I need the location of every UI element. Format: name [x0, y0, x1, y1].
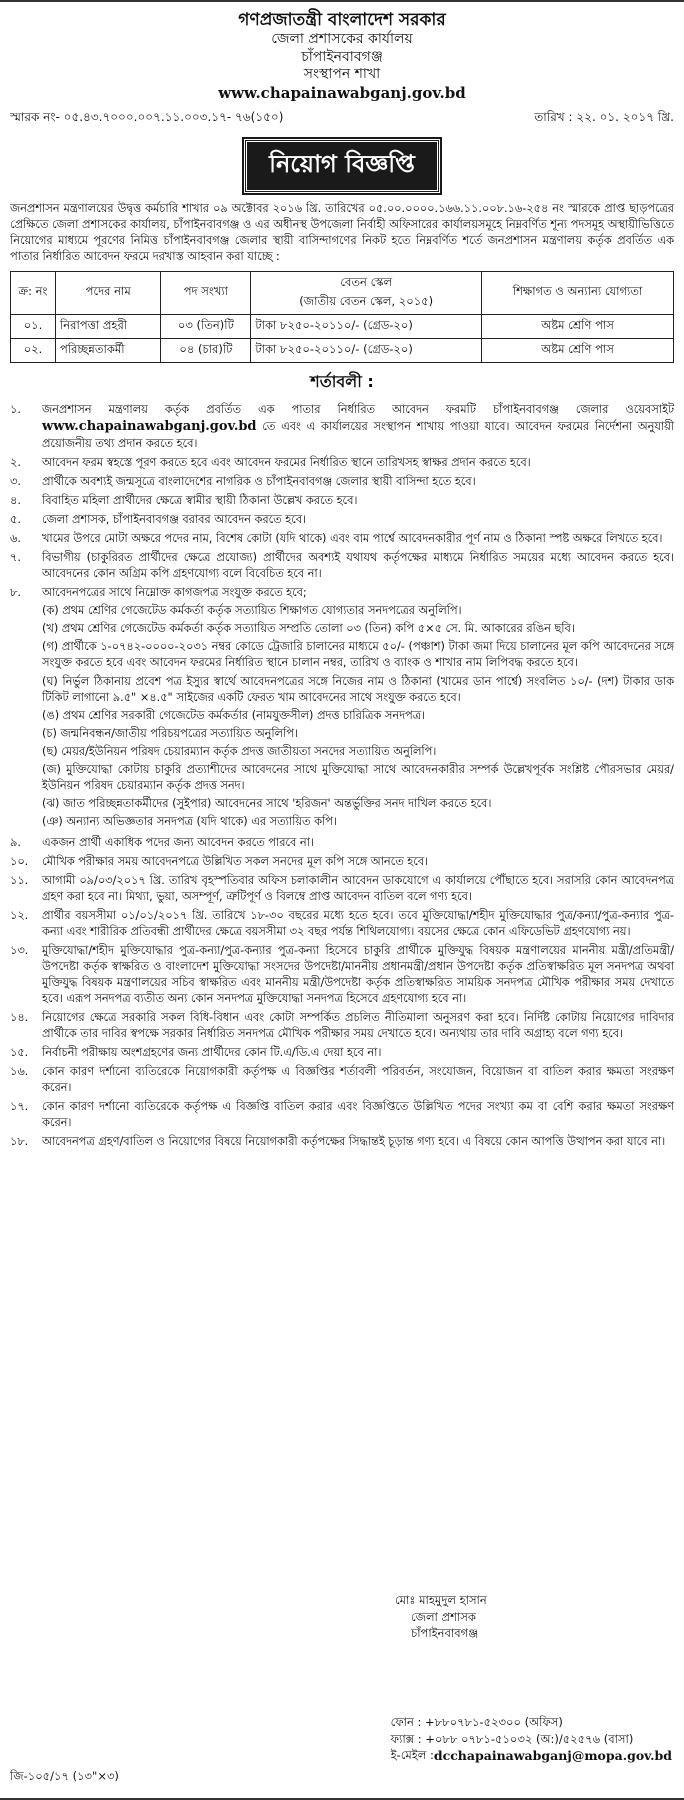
cell-post-count: ০৪ (চার)টি	[161, 338, 251, 362]
subclause: (গ) প্রার্থীকে ১-০৭৪২-০০০০-২০৩১ নম্বর কোডে ট্রেজারি চালানের মাধ্যমে ৫০/- (পঞ্চাশ) টাকা জমা দিয়ে চালানের মূল কপি আবেদনের সঙ্গে সংযুক্ত করতে হবে এবং আবেদন ফরমের নির্ধারিত স্থানে চালান নম্বর, তারিখ ও ব্যাংক ও শাখার নাম লিপিবদ্ধ করতে হবে।	[42, 640, 674, 670]
clause-text: আগামী ০৯/০৩/২০১৭ খ্রি. তারিখ বৃহস্পতিবার অফিস চলাকালীন আবেদন ডাকযোগে এ কার্যালয়ে পৌঁছাতে হবে। সরাসরি কোন আবেদনপত্র গ্রহণ করা হবে না। মিথ্যা, ভুয়া, অসম্পূর্ণ, ত্রুটিপূর্ণ ও বিলম্বে প্রাপ্ত আবেদন বাতিল বলে গণ্য হবে।	[42, 873, 674, 903]
clause-item	[10, 854, 674, 870]
table-header-row	[11, 271, 674, 314]
clause-text: কোন কারণ দর্শানো ব্যতিরেকে নিয়োগকারী কর্তৃপক্ষ এ বিজ্ঞপ্তির শর্তাবলী পরিবর্তন, সংযোজন, বিয়োজন বা বাতিল করার ক্ষমতা সংরক্ষণ করেন।	[42, 1065, 674, 1095]
intro-paragraph: জনপ্রশাসন মন্ত্রণালয়ের উদ্বৃত্ত কর্মচারি শাখার ০৯ অক্টোবর ২০১৬ খ্রি. তারিখের ০৫.০০.০০০০.১৬৬.১১.০০৮.১৬-২৫৪ নং স্মারকে প্রাপ্ত ছাড়পত্রের প্রেক্ষিতে জেলা প্রশাসকের কার্যালয়, চাঁপাইনবাবগঞ্জ ও এর অধীনস্থ উপজেলা নির্বাহী অফিসারের কার্যালয়সমূহে নিম্নবর্ণিত শূন্য পদসমূহ অস্থায়ীভিত্তিতে নিয়োগের মাধ্যমে পূরণের নিমিত্ত চাঁপাইনবাবগঞ্জ জেলার স্থায়ী বাসিন্দাগণের নিকট হতে নিম্নবর্ণিত শর্তে জনপ্রশাসন মন্ত্রণালয় কর্তৃক প্রবর্তিত এক পাতার নির্ধারিত আবেদন ফরমে দরখাস্ত আহবান করা যাচ্ছে :	[10, 201, 674, 263]
clause-item	[10, 1099, 674, 1131]
clause-item	[10, 493, 674, 509]
subclause: (ঞ) অন্যান্য অভিজ্ঞতার সনদপত্র (যদি থাকে) এর সত্যায়িত কপি।	[42, 814, 337, 828]
clause-text: খামের উপরে মোটা অক্ষরে পদের নাম, বিশেষ কোটা (যদি থাকে) এবং বাম পার্শ্বে আবেদনকারীর পূর্ণ নাম ও ঠিকানা স্পষ্ট অক্ষরে লিখতে হবে।	[42, 532, 663, 546]
cell-serial: ০১.	[11, 314, 56, 338]
clause-website: www.chapainawabganj.gov.bd	[42, 418, 257, 434]
subclause: (ঝ) জাত পরিচ্ছন্নতাকর্মীদের (সুইপার) আবেদনের সাথে 'হরিজন' অন্তর্ভুক্তির সনদ দাখিল করতে হবে।	[42, 796, 492, 810]
clause-text: আবেদনপত্র গ্রহণ/বাতিল ও নিয়োগের বিষয়ে নিয়োগকারী কর্তৃপক্ষের সিদ্ধান্তই চূড়ান্ত গণ্য হবে। এ বিষয়ে কোন আপত্তি উত্থাপন করা যাবে না।	[42, 1135, 666, 1149]
cell-post-count: ০৩ (তিন)টি	[161, 314, 251, 338]
memo-number: স্মারক নং- ০৫.৪৩.৭০০০.০০৭.১১.০০৩.১৭- ৭৬(১৫০)	[10, 109, 284, 124]
clause-text: বিবাহিত মহিলা প্রার্থীদের ক্ষেত্রে স্বামীর স্থায়ী ঠিকানা উল্লেখ করতে হবে।	[42, 494, 358, 508]
title-wrap	[10, 139, 674, 193]
clause-number: ৭.	[10, 551, 21, 565]
clause-text: প্রার্থীর বয়সসীমা ০১/০১/২০১৭ খ্রি. তারিখে ১৮-৩০ বছরের মধ্যে হতে হবে। তবে মুক্তিযোদ্ধা/শহীদ মুক্তিযোদ্ধার পুত্র/কন্যা/পুত্র-কন্যার পুত্র-কন্যা এবং শারীরিক প্রতিবন্ধী প্রার্থীদের ক্ষেত্রে বয়সসীমা ৩২ বছর পর্যন্ত শিথিলযোগ্য। বয়সের ক্ষেত্রে কোন এফিডেভিট গ্রহণযোগ্য নয়।	[42, 908, 674, 938]
clause-item	[10, 1045, 674, 1061]
clause-text	[42, 585, 674, 831]
section-name: সংস্থাপন শাখা	[303, 66, 381, 83]
letterhead	[10, 10, 674, 103]
col-post-name: পদের নাম	[56, 271, 161, 314]
clause-text: নির্বাচনী পরীক্ষায় অংশগ্রহণের জন্য প্রার্থীদের কোন টি.এ/ডি.এ দেয়া হবে না।	[42, 1046, 382, 1060]
signature-block	[395, 1592, 487, 1642]
clause-item	[10, 550, 674, 582]
clause-item	[10, 1010, 674, 1042]
subclause: (জ) মুক্তিযোদ্ধা কোটায় চাকুরি প্রত্যাশীদের আবেদনের সাথে মুক্তিযোদ্ধা সাথে আবেদনকারীর সম্পর্ক উল্লেখপূর্বক সংশ্লিষ্ট পৌরসভার মেয়র/ইউনিয়ন পরিষদ চেয়ারম্যান কর্তৃক প্রদত্ত সনদ।	[42, 762, 674, 792]
clause-text: একজন প্রার্থী একাধিক পদের জন্য আবেদন করতে পারবে না।	[42, 835, 314, 849]
email-line	[391, 1747, 672, 1765]
col-qualification: শিক্ষাগত ও অন্যান্য যোগ্যতা	[482, 271, 674, 314]
subclause: (ঙ) প্রথম শ্রেণির সরকারী গেজেটেড কর্মকর্তার (নামযুক্তসীল) প্রদত্ত চারিত্রিক সনদপত্র।	[42, 708, 426, 722]
contact-block	[391, 1714, 672, 1765]
clause-intro: আবেদনপত্রের সাথে নিম্নোক্ত কাগজপত্র সংযুক্ত করতে হবে;	[42, 586, 307, 600]
clause-text: জেলা প্রশাসক, চাঁপাইনবাবগঞ্জ বরাবর আবেদন করতে হবে।	[42, 513, 307, 527]
clause-number: ৬.	[10, 532, 21, 546]
table-row	[11, 314, 674, 338]
clause-text	[42, 402, 674, 453]
clause-text-pre: জনপ্রশাসন মন্ত্রণালয় কর্তৃক প্রবর্তিত এক পাতার নির্ধারিত আবেদন ফরমটি চাঁপাইনবাবগঞ্জ জেলার ওয়েবসাইট	[42, 402, 674, 416]
clause-item	[10, 531, 674, 547]
clause-number: ২.	[10, 456, 21, 470]
cell-qualification: অষ্টম শ্রেণি পাস	[482, 338, 674, 362]
signatory-district: চাঁপাইনবাবগঞ্জ	[411, 1626, 479, 1641]
cell-serial: ০২.	[11, 338, 56, 362]
subclause: (চ) জন্মনিবন্ধন/জাতীয় পরিচয়পত্রের সত্যায়িত অনুলিপি।	[42, 726, 298, 740]
subclause: (ছ) মেয়র/ইউনিয়ন পরিষদ চেয়ারম্যান কর্তৃক প্রদত্ত জাতীয়তা সনদের সত্যায়িত অনুলিপি।	[42, 744, 437, 758]
clause-item	[10, 873, 674, 905]
clause-text: নিয়োগের ক্ষেত্রে সরকারি সকল বিধি-বিধান এবং কোটা সম্পর্কিত প্রচলিত নীতিমালা অনুসরণ করা হবে। নির্দিষ্ট কোটায় নিয়োগের দাবিদার প্রার্থীকে তার দাবির স্বপক্ষে সরকার নির্ধারিত সনদপত্র মৌখিক পরীক্ষার সময় দেখাতে হবে। অন্যথায় তার দাবি অগ্রাহ্য বলে গণ্য হবে।	[42, 1011, 674, 1041]
clause-number: ১৮.	[10, 1135, 29, 1149]
col-pay-scale: বেতন স্কেল (জাতীয় বেতন স্কেল, ২০১৫)	[251, 271, 482, 314]
memo-row	[10, 109, 674, 129]
clause-number: ১১.	[10, 873, 29, 887]
clause-number: ১.	[10, 402, 21, 416]
signatory-name: মোঃ মাহমুদুল হাসান	[395, 1593, 487, 1607]
cell-pay-scale: টাকা ৮২৫০-২০১১০/- (গ্রেড-২০)	[251, 314, 482, 338]
clause-item	[10, 1134, 674, 1150]
clause-text: বিভাগীয় (চাকুরিরত প্রার্থীদের ক্ষেত্রে প্রযোজ্য) প্রার্থীদের অবশ্যই যথাযথ কর্তৃপক্ষের মাধ্যমে নির্ধারিত সময়ের মধ্যে আবেদন করতে হবে। আবেদনের কোন অগ্রিম কপি গ্রহণযোগ্য বলে বিবেচিত হবে না।	[42, 551, 674, 581]
clause-item	[10, 455, 674, 471]
clause-item	[10, 512, 674, 528]
clause-text: আবেদন ফরম স্বহস্তে পূরণ করতে হবে এবং আবেদন ফরমের নির্ধারিত স্থানে তারিখসহ স্বাক্ষর প্রদান করতে হবে।	[42, 456, 531, 470]
memo-date: তারিখ : ২২. ০১. ২০১৭ খ্রি.	[534, 109, 674, 124]
signatory-title: জেলা প্রশাসক	[411, 1609, 476, 1624]
clause-number: ৪.	[10, 494, 21, 508]
clause-number: ১৩.	[10, 943, 29, 957]
clause-number: ৯.	[10, 835, 21, 849]
clause-number: ১৭.	[10, 1100, 29, 1114]
subclause: (ক) প্রথম শ্রেণির গেজেটেড কর্মকর্তা কর্তৃক সত্যায়িত শিক্ষাগত যোগ্যতার সনদপত্রের অনুলিপি।	[42, 604, 462, 618]
conditions-list	[10, 402, 674, 1151]
govt-name: গণপ্রজাতন্ত্রী বাংলাদেশ সরকার	[238, 10, 446, 30]
clause-text: মৌখিক পরীক্ষার সময় আবেদনপত্রে উল্লিখিত সকল সনদের মূল কপি সঙ্গে আনতে হবে।	[42, 854, 429, 868]
clause-number: ১৪.	[10, 1011, 29, 1025]
clause-number: ১৬.	[10, 1065, 29, 1079]
clause-number: ৫.	[10, 513, 21, 527]
clause-text: কোন কারণ দর্শানো ব্যতিরেকে কর্তৃপক্ষ এ বিজ্ঞপ্তি বাতিল করার এবং বিজ্ঞপ্তিতে উল্লিখিত পদের সংখ্যা কম বা বেশি করার ক্ষমতা সংরক্ষণ করেন।	[42, 1100, 674, 1130]
email-label: ই-মেইল :	[390, 1748, 434, 1763]
footer-code: জি-১০৫/১৭ (১৩"×৩)	[10, 1769, 119, 1783]
clause-item	[10, 1064, 674, 1096]
clause-item	[10, 474, 674, 490]
cell-post-name: পরিচ্ছন্নতাকর্মী	[56, 338, 161, 362]
cell-pay-scale: টাকা ৮২৫০-২০১১০/- (গ্রেড-২০)	[251, 338, 482, 362]
clause-number: ১২.	[10, 908, 29, 922]
col-post-count: পদ সংখ্যা	[161, 271, 251, 314]
fax-line: ফ্যাক্স : +০৮৮ ০৭৮১-৫১০৩২ (অ:)/৫২৫৭৬ (বাসা)	[390, 1731, 634, 1746]
clause-number: ৮.	[10, 586, 21, 600]
clause-number: ১৫.	[10, 1046, 29, 1060]
subclause: (খ) প্রথম শ্রেণির গেজেটেড কর্মকর্তা কর্তৃক সত্যায়িত সম্প্রতি তোলা ০৩ (তিন) কপি ৫×৫ সে. মি. আকারের রঙিন ছবি।	[42, 622, 575, 636]
clause-number: ১০.	[10, 854, 29, 868]
cell-qualification: অষ্টম শ্রেণি পাস	[482, 314, 674, 338]
cell-post-name: নিরাপত্তা প্রহরী	[56, 314, 161, 338]
notice-title: নিয়োগ বিজ্ঞপ্তি	[244, 139, 440, 193]
clause-text: মুক্তিযোদ্ধা/শহীদ মুক্তিযোদ্ধার পুত্র-কন্যা/পুত্র-কন্যার পুত্র-কন্যা হিসেবে চাকুরি প্রার্থীকে মুক্তিযুদ্ধ বিষয়ক মন্ত্রণালয়ের মাননীয় মন্ত্রী/প্রতিমন্ত্রী/উপদেষ্টা কর্তৃক স্বাক্ষরিত ও বাংলাদেশ মুক্তিযোদ্ধা সংসদের উপদেষ্টা/মাননীয় প্রধানমন্ত্রী/প্রধান উপদেষ্টা কর্তৃক প্রতিস্বাক্ষরিত মূল সনদপত্র অথবা মুক্তিযুদ্ধ বিষয়ক মন্ত্রণালয়ের সচিব স্বাক্ষরিত এবং মাননীয় মন্ত্রী/উপদেষ্টা কর্তৃক প্রতিস্বাক্ষরিত সাময়িক সনদপত্র মৌখিক পরীক্ষার সময় দেখাতে হবে। এরূপ সনদপত্র ব্যতীত অন্য কোন সনদপত্র মুক্তিযোদ্ধা সনদপত্র হিসেবে গ্রহণযোগ্য হবে না।	[42, 943, 674, 1006]
clause-text: প্রার্থীকে অবশ্যই জন্মসূত্রে বাংলাদেশের নাগরিক ও চাঁপাইনবাবগঞ্জ জেলার স্থায়ী বাসিন্দা হতে হবে।	[42, 475, 476, 489]
clause-item	[10, 585, 674, 831]
clause-item	[10, 402, 674, 453]
table-row	[11, 338, 674, 362]
conditions-title: শর্তাবলী :	[310, 371, 374, 391]
subclause: (ঘ) নির্ভুল ঠিকানায় প্রবেশ পত্র ইস্যুর স্বার্থে আবেদনপত্রের সঙ্গে নিজের নাম ও ঠিকানা (খামের ডান পার্শ্বে) সংবলিত ১০/- (দশ) টাকার ডাক টিকিট লাগানো ৯.৫" ×৪.৫" সাইজের একটি ফেরত খাম আবেদনের সাথে সংযুক্ত করতে হবে।	[42, 674, 674, 704]
website-url: www.chapainawabganj.gov.bd	[218, 83, 466, 102]
district-name: চাঁপাইনবাবগঞ্জ	[301, 48, 383, 65]
office-name: জেলা প্রশাসকের কার্যালয়	[271, 31, 413, 48]
clause-item	[10, 835, 674, 851]
clause-item	[10, 908, 674, 940]
col-serial: ক্র: নং	[11, 271, 56, 314]
posts-table	[10, 271, 674, 363]
clause-text-post: তে এবং এ কার্যালয়ের সংস্থাপন শাখায় পাওয়া যাবে। আবেদন ফরমের নির্দেশনা অনুযায়ী প্রয়োজনীয় তথ্য প্রদান করতে হবে।	[42, 419, 674, 451]
email-address[interactable]: dcchapainawabganj@mopa.gov.bd	[433, 1748, 672, 1764]
clause-number: ৩.	[10, 475, 21, 489]
clause-item	[10, 943, 674, 1007]
phone-line: ফোন : +৮৮০৭৮১-৫২৩০০ (অফিস)	[390, 1715, 563, 1729]
